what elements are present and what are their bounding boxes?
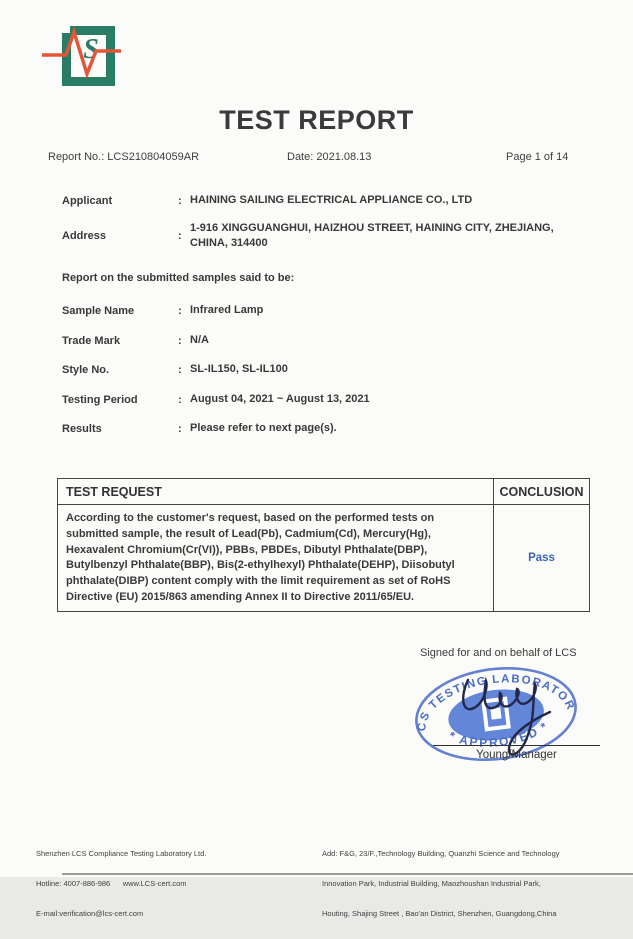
footer-email: E-mail:verification@lcs-cert.com [36,909,144,918]
report-date: Date: 2021.08.13 [287,151,372,163]
report-number: Report No.: LCS210804059AR [48,151,200,163]
table-body-row [58,505,589,611]
footer-address-line3: Houting, Shajing Street , Bao'an District, Shenzhen, Guangdong,China [322,909,557,918]
test-request-header: TEST REQUEST [58,479,494,504]
trade-mark-row [62,333,590,348]
stamp-bottom-text: * APPROVED * [446,718,552,750]
colon: : [178,393,182,406]
trade-mark-label: Trade Mark [62,334,121,347]
signed-for-text: Signed for and on behalf of LCS [420,647,577,659]
test-request-table [57,478,590,612]
style-no-label: Style No. [62,363,110,376]
footer-lab-info [36,829,306,939]
page-title: TEST REPORT [219,105,414,135]
colon: : [178,230,182,242]
applicant-label: Applicant [62,194,113,207]
footer-hotline: Hotline: 4007-886-986 www.LCS-cert.com [36,879,187,888]
stamp-top-text: LCS TESTING LABORATORY [386,660,577,732]
applicant-row [62,193,590,208]
sample-name-row [62,303,590,318]
colon: : [178,334,182,347]
results-row [62,421,590,436]
results-value: Please refer to next page(s). [190,422,337,434]
address-row [62,221,590,251]
results-label: Results [62,422,102,435]
address-value: 1-916 XINGGUANGHUI, HAIZHOU STREET, HAINING CITY, ZHEJIANG, CHINA, 314400 [190,222,554,249]
colon: : [178,304,182,317]
testing-period-row [62,392,590,407]
address-label: Address [62,230,107,242]
sample-name-label: Sample Name [62,304,135,317]
testing-period-label: Testing Period [62,393,138,406]
sample-name-value: Infrared Lamp [190,304,264,316]
signer-name: Young/Manager [476,749,557,761]
testing-period-value: August 04, 2021 ~ August 13, 2021 [190,393,370,405]
test-request-text: According to the customer's request, based on the performed tests on submitted sample, the result of Lead(Pb), Cadmium(Cd), Mercury(Hg), Hexavalent Chromium(Cr(VI)), PBBs, PBDEs, Dibutyl Phthalate(DBP), Butylbenzyl Phthalate(BBP), Bis(2-ethylhexyl) Phthalate(DEHP), Diisobutyl phthalate(DIBP) content comply with the limit requirement as set of RoHS Directive (EU) 2015/863 amending Annex II to Directive 2011/65/EU. [58,505,494,611]
footer-address [322,829,622,939]
colon: : [178,363,182,376]
colon: : [178,422,182,435]
trade-mark-value: N/A [190,334,209,346]
footer-address-line1: Add: F&G, 23/F.,Technology Building, Quanzhi Science and Technology [322,849,560,858]
lcs-logo-icon [40,10,124,100]
style-no-value: SL-IL150, SL-IL100 [190,363,288,375]
applicant-value: HAINING SAILING ELECTRICAL APPLIANCE CO., LTD [190,194,473,206]
samples-intro: Report on the submitted samples said to be: [62,272,295,284]
scan-edge-artifact [62,873,633,875]
conclusion-value: Pass [528,552,555,564]
page-indicator: Page 1 of 14 [506,151,569,163]
footer-address-line2: Innovation Park, Industrial Building, Maozhoushan Industrial Park, [322,879,541,888]
table-header-row [58,479,589,505]
logo-letter: S [83,34,99,65]
style-no-row [62,362,590,377]
signature-line [433,745,600,746]
footer-lab-name: Shenzhen LCS Compliance Testing Laboratory Ltd. [36,849,207,858]
conclusion-header: CONCLUSION [499,484,584,499]
colon: : [178,194,182,207]
